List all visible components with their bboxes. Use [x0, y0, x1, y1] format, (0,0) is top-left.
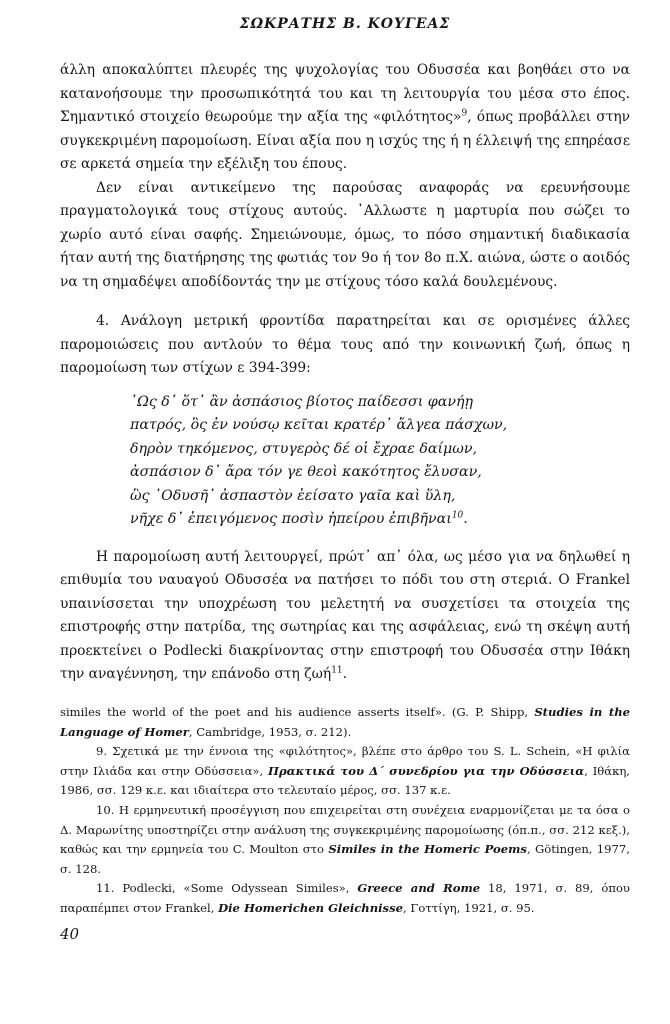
footnote-text: 9. Σχετικά με την έννοια της «φιλότητος», βλέπε στο άρθρο του S. L. Schein, «Η φιλία στην Ιλιάδα και στην Οδύσσεια», [60, 744, 630, 778]
footnote-ref-10[interactable]: 10 [451, 510, 464, 521]
paragraph-2: Δεν είναι αντικείμενο της παρούσας αναφοράς να ερευνήσουμε πραγματολογικά τους στίχους αυτούς. ᾿Αλλωστε η μαρτυρία που σώζει το χωρίο αυτό είναι σαφής. Σημειώνουμε, όμως, το πόσο σημαντική διαδικασία ήταν αυτή της διατήρησης της φωτιάς τον 9ο ή τον 8ο π.Χ. αιώνα, ώστε ο αοιδός να τη σημαδέψει αποδίδοντάς την με στίχους τόσο καλά δουλεμένους. [60, 179, 630, 290]
cited-title: Πρακτικά του Δ΄ συνεδρίου για την Οδύσσεια [268, 763, 585, 778]
paragraph-4 [60, 546, 630, 687]
footnote-text: , Ιθάκη, 1986, σσ. 129 κ.ε. και ιδιαίτερα στο τελευταίο μέρος, σσ. 137 κ.ε. [60, 763, 630, 798]
verse-line: ὣς ᾿Οδυσῆ᾿ ἀσπαστὸν ἐείσατο γαῖα καὶ ὕλη, [130, 487, 456, 504]
footnote-ref-11[interactable]: 11 [331, 665, 343, 676]
cited-title: Similes in the Homeric Poems [328, 842, 527, 857]
footnote-11 [60, 879, 630, 918]
paragraph-1 [60, 59, 630, 177]
cited-title: Studies in the Language of Homer [60, 705, 631, 739]
footnote-ref-9[interactable]: 9 [461, 108, 468, 119]
page-number: 40 [60, 925, 80, 943]
paragraph-3: 4. Ανάλογη μετρική φροντίδα παρατηρείται και σε ορισμένες άλλες παρομοιώσεις που αντλούν το θέμα τους από την κοινωνική ζωή, όπως η παρομοίωση των στίχων ε 394-399: [60, 313, 630, 376]
footnote-text: , Götingen, 1977, σ. 128. [60, 842, 630, 876]
homeric-verse-quote [130, 391, 630, 532]
cited-title: Greece and Rome [357, 881, 481, 896]
verse-line: ἀσπάσιον δ᾿ ἄρα τόν γε θεοὶ κακότητος ἔλυσαν, [130, 464, 482, 480]
verse-line: πατρός, ὃς ἐν νούσῳ κεῖται κρατέρ᾿ ἄλγεα πάσχων, [130, 417, 508, 433]
paragraph-1-tail: , όπως προβάλλει στην συγκεκριμένη παρομοίωση. Είναι αξία που η ισχύς της ή η έλλειψή της επηρέασε σε αρκετά σημεία την εξέλιξη του έπους. [60, 109, 630, 172]
verse-line-text: νῆχε δ᾿ ἐπειγόμενος ποσὶν ἠπείρου ἐπιβῆναι [130, 511, 452, 527]
verse-line: δηρὸν τηκόμενος, στυγερὸς δέ οἱ ἔχραε δαίμων, [130, 440, 477, 457]
verse-line: ῾Ως δ᾿ ὅτ᾿ ἂν ἀσπάσιος βίοτος παίδεσσι φανήῃ [130, 393, 473, 410]
main-text [60, 59, 630, 687]
footnote-text: 18, 1971, σ. 89, όπου παραπέμπει στον Frankel, [60, 881, 630, 915]
paragraph-4-tail: . [342, 666, 348, 682]
paragraph-1-text: άλλη αποκαλύπτει πλευρές της ψυχολογίας του Οδυσσέα και βοηθάει στο να κατανοήσουμε την προσωπικότητά του και τη λειτουργία του μέσα στο έπος. Σημαντικό στοιχείο θεωρούμε την αξία της «φιλότητος» [60, 62, 630, 125]
footnote-10 [60, 801, 630, 879]
footnotes [60, 703, 630, 919]
paragraph-4-text: Η παρομοίωση αυτή λειτουργεί, πρώτ᾿ απ᾿ όλα, ως μέσο για να δηλωθεί η επιθυμία του ναυαγού Οδυσσέα να πατήσει το πόδι του στη στεριά. Ο Frankel υπαινίσσεται την υποχρέωση του μελετητή να συσχετίσει τα στοιχεία της επιστροφής στην πατρίδα, της σωτηρίας και της ασφάλειας, ενώ τη σκέψη αυτή προεκτείνει ο Podlecki διακρίνοντας στην επιστροφή του Οδυσσέα στην Ιθάκη την αναγέννηση, την επάνοδο στη ζωή [60, 548, 630, 682]
footnote-text: 11. Podlecki, «Some Odyssean Similes», [96, 881, 358, 896]
verse-line-last [130, 508, 630, 532]
footnote-text: , Cambridge, 1953, σ. 212). [188, 724, 352, 739]
verse-line-tail: . [463, 511, 468, 527]
footnote-9 [60, 742, 630, 801]
cited-title: Die Homerichen Gleichnisse [218, 900, 403, 915]
footnote-continuation [60, 703, 630, 742]
footnote-text: similes the world of the poet and his audience asserts itself». (G. P. Shipp, [60, 705, 535, 719]
footnote-text: 10. Η ερμηνευτική προσέγγιση που επιχειρείται στη συνέχεια εναρμονίζεται με τα όσα ο Δ. Μαρωνίτης υποστηρίζει στην ανάλυση της συγκεκριμένης παρομοίωσης (όπ.π., σσ. 212 κεξ.), καθώς και την ερμηνεία του C. Moulton στο [60, 802, 630, 857]
footnote-text: , Γοττίγη, 1921, σ. 95. [402, 900, 535, 915]
running-header: ΣΩΚΡΑΤΗΣ Β. ΚΟΥΓΕΑΣ [239, 16, 451, 32]
